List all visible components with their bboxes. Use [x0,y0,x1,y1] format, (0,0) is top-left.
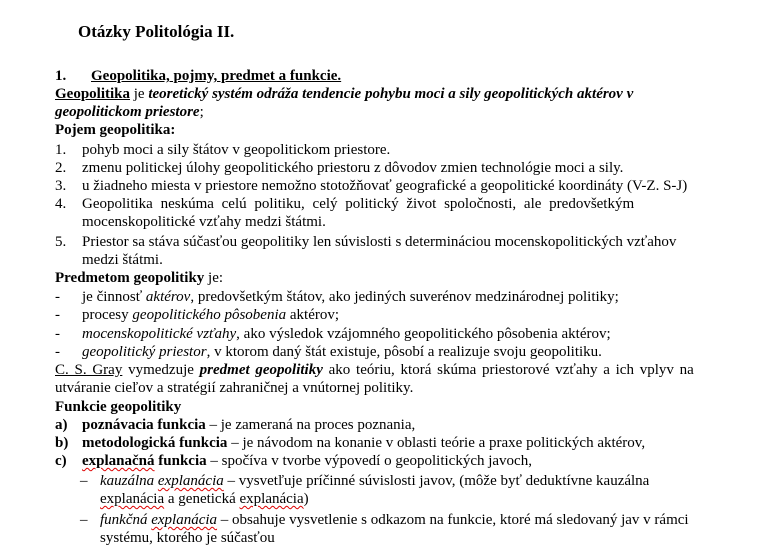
pojem-heading: Pojem geopolitika: [55,122,176,138]
gray-line2: utváranie cieľov a stratégií zahraničnej a vnútornej politiky. [55,380,414,396]
definition-line2: geopolitickom priestore; [55,104,204,120]
section-number: 1. [55,68,67,84]
gray-paragraph: C. S. Gray vymedzuje predmet geopolitiky ako teóriu, ktorá skúma priestorové vzťahy a ich vplyv na [55,362,694,378]
predmet-heading: Predmetom geopolitiky je: [55,270,224,286]
funkcie-heading: Funkcie geopolitiky [55,399,182,415]
gray-author: C. S. Gray [55,362,123,378]
document-title: Otázky Politológia II. [78,22,235,41]
definition-term: Geopolitika [55,86,131,102]
definition-paragraph: Geopolitika je teoretický systém odráža tendencie pohybu moci a sily geopolitických aktérov v [55,86,634,102]
document-page: Otázky Politológia II. 1. Geopolitika, pojmy, predmet a funkcie. Geopolitika je teoretický systém odráža tendencie pohybu moci a sily geopolitických aktérov v geopolitickom priestore; Pojem geopolitika: 1. pohyb moci a sily štátov v geopolitickom priestore. 2. zmenu politickej úlohy geopolitického priestoru z dôvodov zmien technológie moci a sily. 3. u žiadneho miesta v priestore nemožno stotožňovať geografické a geopolitické koordináty (V-Z. S-J) 4. Geopolitika neskúma celú politiku, celý politický život spoločnosti, ale predovšetkým mocenskopolitické vzťahy medzi štátmi. 5. Priestor sa stáva súčasťou geopolitiky len súvislosti s determináciou mocenskopolitických vzťahov medzi štátmi. Predmetom geopolitiky je: - je činnosť aktérov, predovšetkým štátov, ako jediných suverénov medzinárodnej politiky; - procesy geopolitického pôsobenia aktérov; - mocenskopolitické vzťahy, ako výsledok vzájomného geopolitického pôsobenia aktérov; - geopolitický priestor, v ktorom daný štát existuje, pôsobí a realizuje svoju geopolitiku. C. S. Gray vymedzuje predmet geopolitiky ako teóriu, ktorá skúma priestorové vzťahy a ich vplyv na utváranie cieľov a stratégií zahraničnej a vnútornej politiky. Funkcie geopolitiky a) poznávacia funkcia – je zameraná na proces poznania, b) metodologická funkcia – je návodom na konanie v oblasti teórie a praxe politických aktérov, c) explanačná funkcia – spočíva v tvorbe výpovedí o geopolitických javoch, – kauzálna explanácia – vysvetľuje príčinné súvislosti javov, (môže byť deduktívne kauzálna explanácia a genetická explanácia) – funkčná explanácia – obsahuje vysvetlenie s odkazom na funkcie, ktoré má sledovaný jav v rámci systému, ktorého je súčasťou [0,0,779,537]
section-heading: Geopolitika, pojmy, predmet a funkcie. [91,68,342,84]
